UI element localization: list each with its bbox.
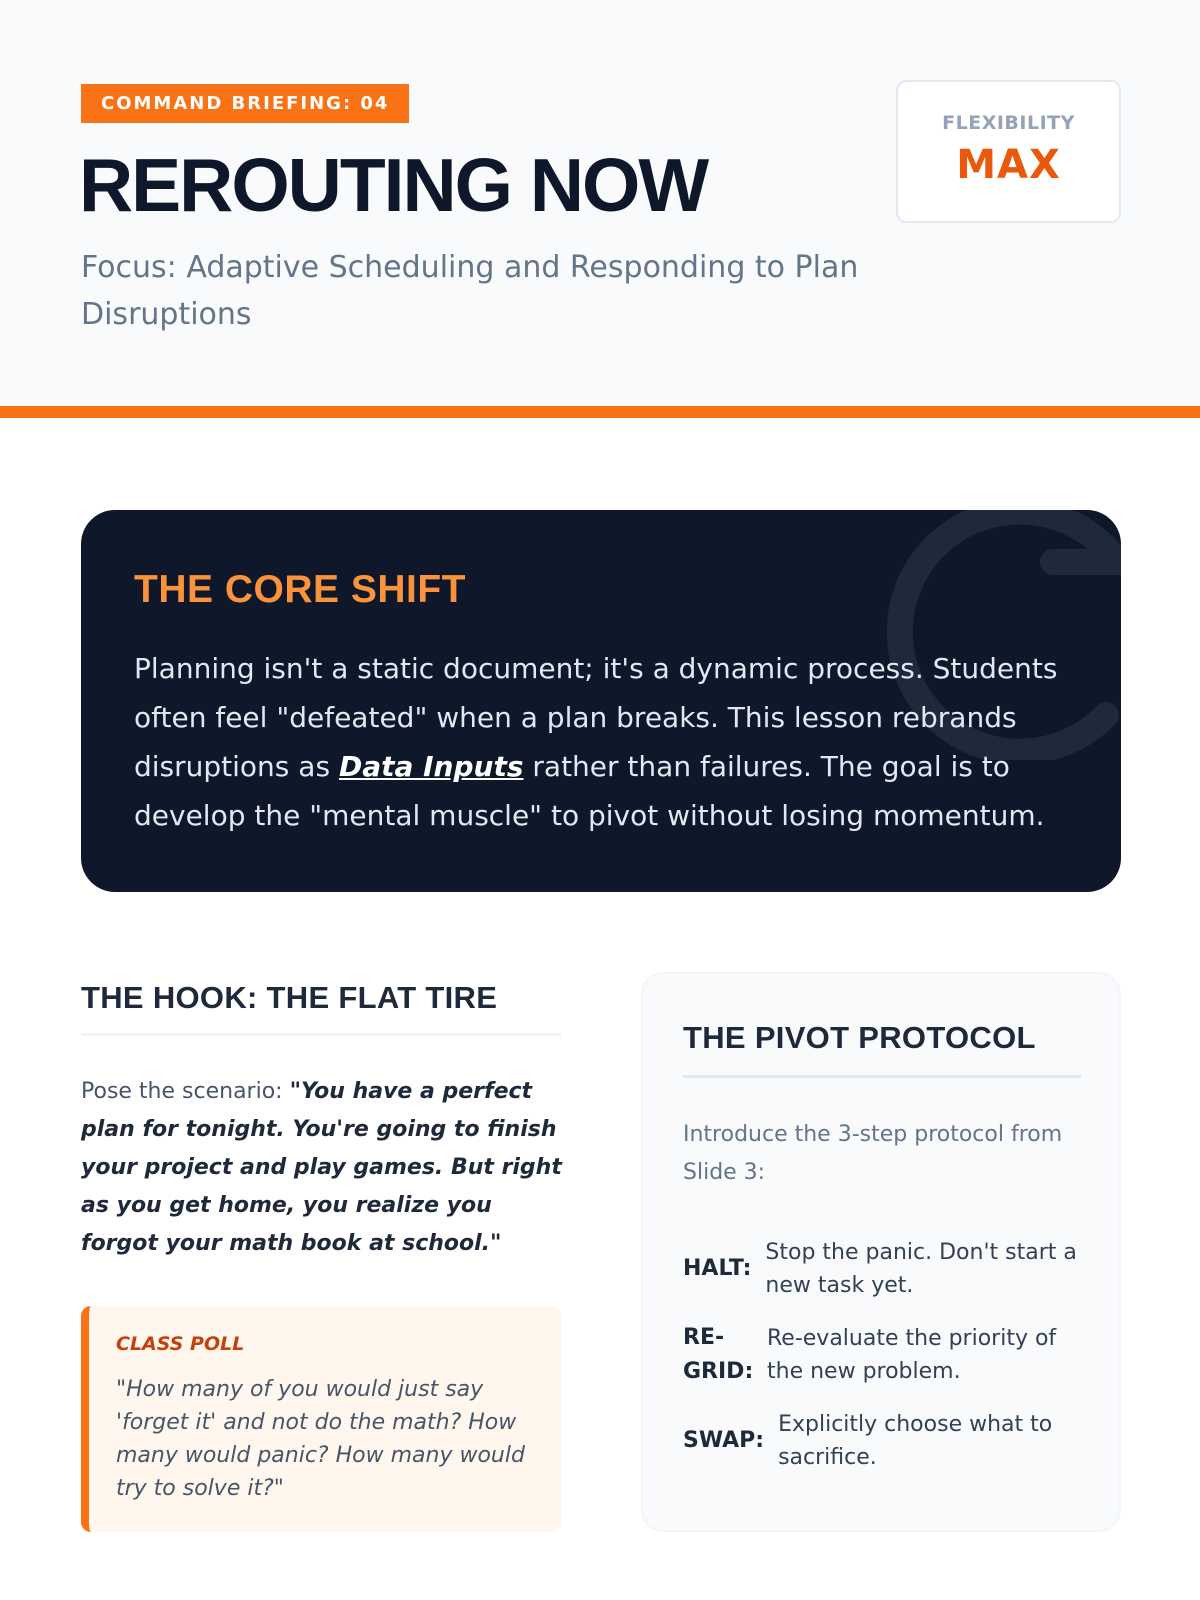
flexibility-card [896,80,1121,223]
briefing-badge: COMMAND BRIEFING: 04 [81,84,409,123]
step-label: HALT: [683,1256,752,1281]
core-shift-text-start: Planning isn't a static document; it's a dynamic process. Students often feel "defeated" when a plan breaks. This lesson rebrands disruptions as [134,652,1058,783]
core-shift-text [134,644,1094,840]
step-regrid [683,1321,1083,1389]
pivot-title: THE PIVOT PROTOCOL [683,1020,1036,1055]
page-title: REROUTING NOW [79,143,708,227]
hook-lead: Pose the scenario: [81,1079,290,1104]
step-label: RE-GRID: [683,1325,754,1384]
data-inputs-highlight: Data Inputs [338,750,524,783]
class-poll-card [81,1306,561,1532]
core-shift-title: THE CORE SHIFT [134,568,467,611]
page-subtitle: Focus: Adaptive Scheduling and Responding to Plan Disruptions [81,250,859,332]
core-shift-card [81,510,1121,892]
header [0,0,1200,418]
step-description: Re-evaluate the priority of the new problem. [767,1326,1057,1384]
pivot-protocol-card [641,972,1121,1532]
hook-scenario [81,1073,571,1263]
pivot-intro: Introduce the 3-step protocol from Slide 3: [683,1122,1063,1185]
flexibility-value: MAX [956,142,1061,188]
class-poll-quote: "How many of you would just say 'forget it' and not do the math? How many would panic? How many would try to solve it?" [116,1377,525,1501]
pivot-divider [683,1075,1081,1078]
core-shift-text-end: rather than failures. The goal is to develop the "mental muscle" to pivot without losing momentum. [134,750,1045,832]
step-description: Stop the panic. Don't start a new task yet. [765,1240,1077,1298]
class-poll-label: CLASS POLL [116,1333,245,1355]
step-label: SWAP: [683,1428,765,1453]
step-swap [683,1408,1083,1474]
hook-quote: "You have a perfect plan for tonight. You're going to finish your project and play games. But right as you get home, you realize you forgot your math book at school." [81,1079,562,1256]
flexibility-label: FLEXIBILITY [942,112,1075,134]
hook-title: THE HOOK: THE FLAT TIRE [81,980,498,1015]
hook-divider [81,1033,561,1036]
step-halt [683,1236,1083,1302]
step-description: Explicitly choose what to sacrifice. [778,1412,1053,1470]
